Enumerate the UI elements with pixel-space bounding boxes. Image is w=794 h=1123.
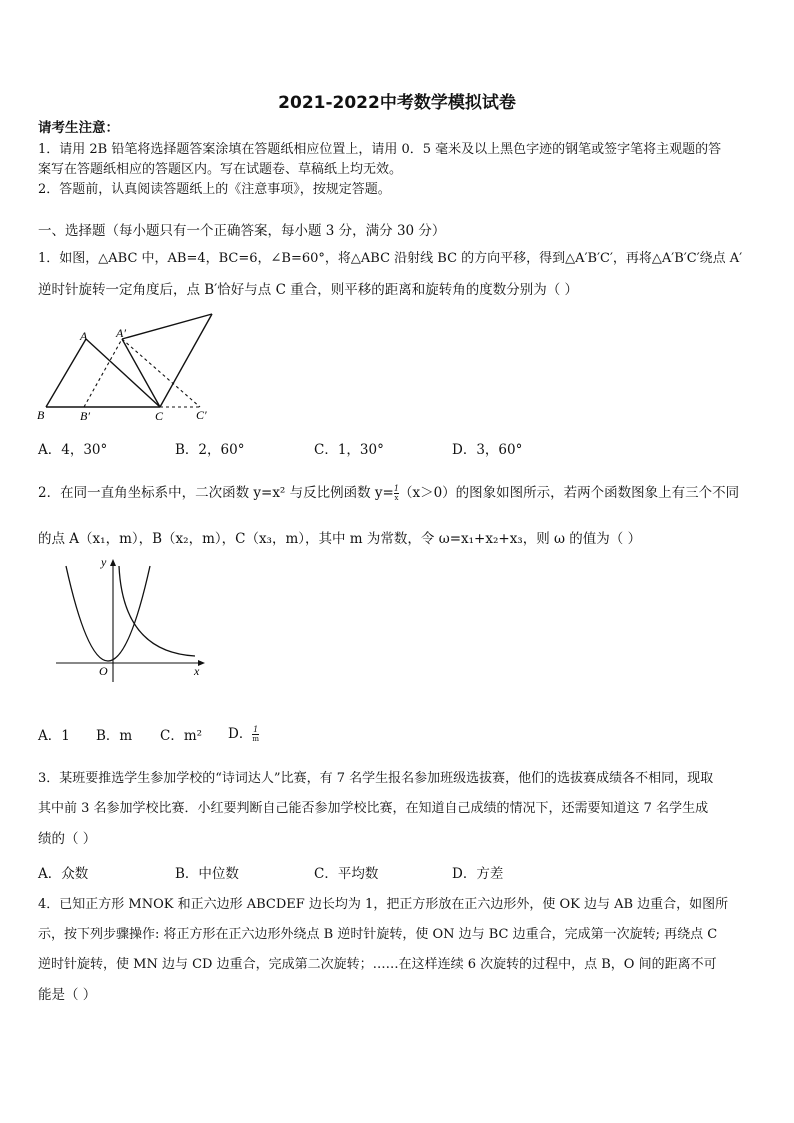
q1-line-1: 1．如图，△ABC 中，AB=4，BC=6，∠B=60°，将△ABC 沿射线 BC 的方向平移，得到△A′B′C′，再将△A′B′C′绕点 A′	[38, 251, 743, 266]
label-B: B	[37, 408, 45, 422]
q2-optd-num: 1	[253, 725, 259, 734]
q2-option-d-fraction	[252, 726, 259, 743]
q2-figure	[50, 556, 210, 682]
q2-line-1a: 2．在同一直角坐标系中，二次函数 y=x² 与反比例函数 y=	[38, 485, 394, 501]
notice-line-2: 2．答题前，认真阅读答题纸上的《注意事项》，按规定答题。	[38, 182, 391, 197]
notice-line-1b: 案写在答题纸相应的答题区内。写在试题卷、草稿纸上均无效。	[38, 162, 403, 177]
q2-option-d-label: D．	[228, 726, 253, 742]
label-y: y	[101, 556, 107, 569]
q1-line-2: 逆时针旋转一定角度后，点 B′恰好与点 C 重合，则平移的距离和旋转角的度数分别为（ ）	[38, 282, 578, 298]
hyperbola-curve	[119, 566, 195, 656]
label-origin: O	[99, 664, 108, 678]
q3-line-1: 3．某班要推选学生参加学校的“诗词达人”比赛，有 7 名学生报名参加班级选拔赛，他们的选拔赛成绩各不相同，现取	[38, 771, 714, 786]
q2-frac-den: x	[394, 494, 399, 502]
label-C-prime: C′	[196, 408, 207, 422]
segment-AC	[86, 339, 160, 407]
segment-BA	[46, 339, 86, 407]
q2-option-b: B．m	[96, 728, 133, 744]
label-C: C	[155, 409, 164, 423]
q2-optd-den: m	[252, 735, 259, 743]
label-B-prime: B′	[80, 409, 90, 423]
q2-frac-num: 1	[393, 484, 399, 493]
segment-A1C	[122, 339, 160, 407]
q3-option-c: C．平均数	[314, 866, 379, 882]
q1-option-b: B．2，60°	[175, 442, 245, 458]
q2-line-1	[38, 484, 739, 502]
q4-line-2: 示，按下列步骤操作: 将正方形在正六边形外绕点 B 逆时针旋转，使 ON 边与 BC 边重合，完成第一次旋转; 再绕点 C	[38, 927, 718, 942]
q3-line-2: 其中前 3 名参加学校比赛．小红要判断自己能否参加学校比赛，在知道自己成绩的情况下，还需要知道这 7 名学生成	[38, 801, 709, 816]
q3-line-3: 绩的（ ）	[38, 831, 97, 847]
page-title: 2021-2022中考数学模拟试卷	[278, 93, 516, 113]
section-heading: 一、选择题（每小题只有一个正确答案，每小题 3 分，满分 30 分）	[38, 223, 446, 239]
q1-option-a: A．4，30°	[38, 442, 108, 458]
q1-figure	[30, 310, 230, 428]
dashed-A1C1	[122, 339, 200, 407]
notice-line-1a: 1．请用 2B 铅笔将选择题答案涂填在答题纸相应位置上，请用 0．5 毫米及以上黑色字迹的钢笔或签字笔将主观题的答	[38, 142, 722, 157]
label-x: x	[194, 664, 200, 678]
label-A-prime: A′	[116, 326, 126, 340]
label-A: A	[80, 329, 88, 343]
q2-option-a: A．1	[38, 728, 70, 744]
q2-option-d	[228, 722, 259, 743]
q3-option-d: D．方差	[452, 866, 504, 882]
segment-A1-top	[122, 314, 212, 339]
q2-option-c: C．m²	[160, 728, 203, 744]
q4-line-4: 能是（ ）	[38, 987, 97, 1003]
q3-option-b: B．中位数	[175, 866, 239, 882]
q2-line-2: 的点 A（x₁，m），B（x₂，m），C（x₃，m），其中 m 为常数，令 ω=x₁+x₂+x₃，则 ω 的值为（ ）	[38, 531, 642, 547]
notice-heading: 请考生注意：	[38, 120, 119, 136]
q2-line-1b: （x＞0）的图象如图所示，若两个函数图象上有三个不同	[398, 485, 740, 501]
dashed-B1A1	[84, 339, 122, 407]
segment-top-C	[160, 314, 212, 407]
q3-option-a: A．众数	[38, 866, 89, 882]
q1-option-c: C．1，30°	[314, 442, 384, 458]
q4-line-3: 逆时针旋转，使 MN 边与 CD 边重合，完成第二次旋转；……在这样连续 6 次旋转的过程中，点 B，O 间的距离不可	[38, 957, 717, 972]
q4-line-1: 4．已知正方形 MNOK 和正六边形 ABCDEF 边长均为 1，把正方形放在正六边形外，使 OK 边与 AB 边重合，如图所	[38, 897, 729, 912]
y-axis-arrow	[110, 559, 116, 566]
q1-option-d: D．3，60°	[452, 442, 523, 458]
parabola-curve	[66, 566, 150, 661]
